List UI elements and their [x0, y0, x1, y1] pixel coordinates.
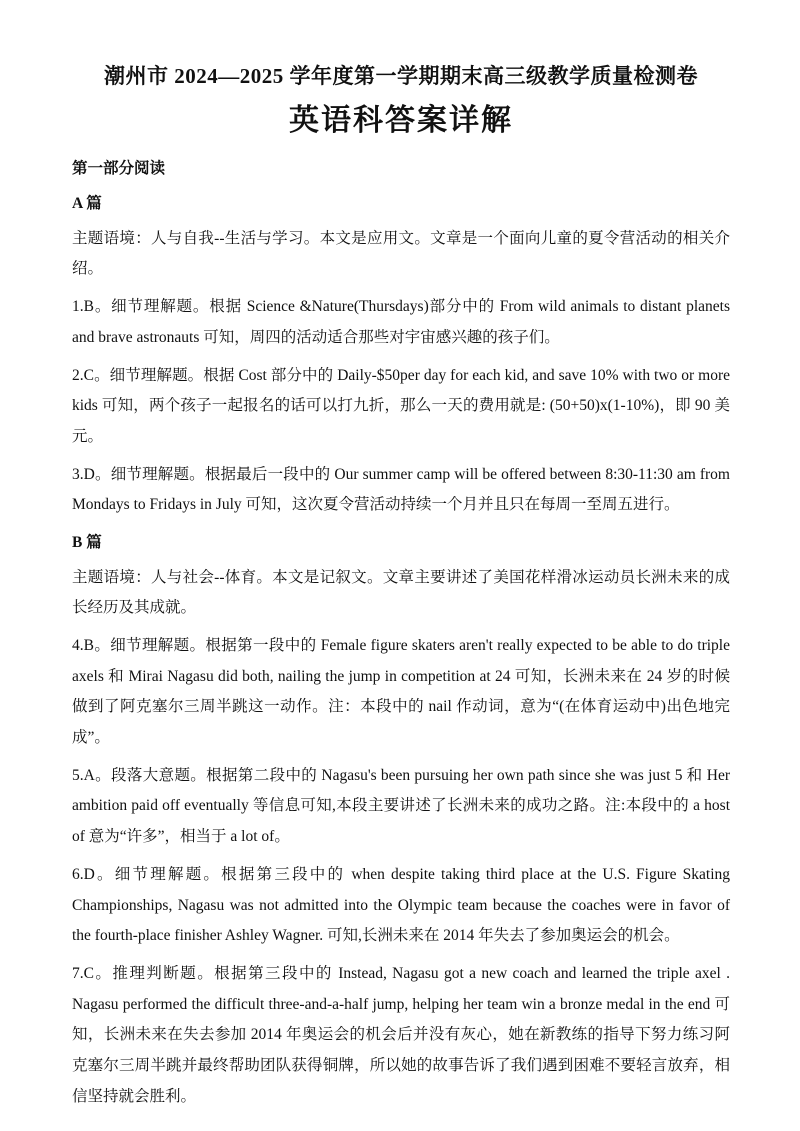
paragraph-answer-7: 7.C。推理判断题。根据第三段中的 Instead, Nagasu got a new coach and learned the triple axel . Nagasu performed the difficult three-and-a-half jump, helping her team win a bronze medal in the end 可知，长洲未来在失去参加 2014 年奥运会的机会后并没有灰心，她在新教练的指导下努力练习阿克塞尔三周半跳并最终帮助团队获得铜牌，所以她的故事告诉了我们遇到困难不要轻言放弃，相信坚持就会胜利。 — [72, 964, 730, 1105]
paragraph-answer-6: 6.D。细节理解题。根据第三段中的 when despite taking third place at the U.S. Figure Skating Championships, Nagasu was not admitted into the Olympic team because the coaches were in favor of the fourth-place finisher Ashley Wagner. 可知,长洲未来在 2014 年失去了参加奥运会的机会。 — [72, 865, 730, 945]
paragraph-answer-5: 5.A。段落大意题。根据第二段中的 Nagasu's been pursuing her own path since she was just 5 和 Her ambition paid off eventually 等信息可知,本段主要讲述了长洲未来的成功之路。注:本段中的 a host of 意为“许多”，相当于 a lot of。 — [72, 766, 730, 846]
paragraph-passage-b-theme: 主题语境：人与社会--体育。本文是记叙文。文章主要讲述了美国花样滑冰运动员长洲未来的成长经历及其成就。 — [72, 568, 730, 617]
paragraph-answer-2: 2.C。细节理解题。根据 Cost 部分中的 Daily-$50per day for each kid, and save 10% with two or more kids 可知，两个孩子一起报名的话可以打九折，那么一天的费用就是: (50+50)x(1-10%)，即 90 美元。 — [72, 366, 730, 445]
paragraph-passage-a-theme: 主题语境：人与自我--生活与学习。本文是应用文。文章是一个面向儿童的夏令营活动的相关介绍。 — [72, 229, 730, 278]
section-heading-passage-a: A 篇 — [72, 195, 102, 213]
document-subtitle: 英语科答案详解 — [289, 104, 513, 138]
paragraph-answer-4: 4.B。细节理解题。根据第一段中的 Female figure skaters aren't really expected to be able to do triple axels 和 Mirai Nagasu did both, nailing the jump in competition at 24 可知，长洲未来在 24 岁的时候做到了阿克塞尔三周半跳这一动作。注：本段中的 nail 作动词，意为“(在体育运动中)出色地完成”。 — [72, 637, 730, 747]
document-title: 潮州市 2024—2025 学年度第一学期期末高三级教学质量检测卷 — [104, 64, 698, 88]
paragraph-answer-3: 3.D。细节理解题。根据最后一段中的 Our summer camp will be offered between 8:30-11:30 am from Mondays to Fridays in July 可知，这次夏令营活动持续一个月并且只在每周一至周五进行。 — [72, 465, 730, 514]
section-heading-part1: 第一部分阅读 — [72, 160, 166, 178]
paragraph-answer-1: 1.B。细节理解题。根据 Science &Nature(Thursdays)部分中的 From wild animals to distant planets and brave astronauts 可知，周四的活动适合那些对宇宙感兴趣的孩子们。 — [72, 298, 730, 346]
section-heading-passage-b: B 篇 — [72, 533, 102, 551]
